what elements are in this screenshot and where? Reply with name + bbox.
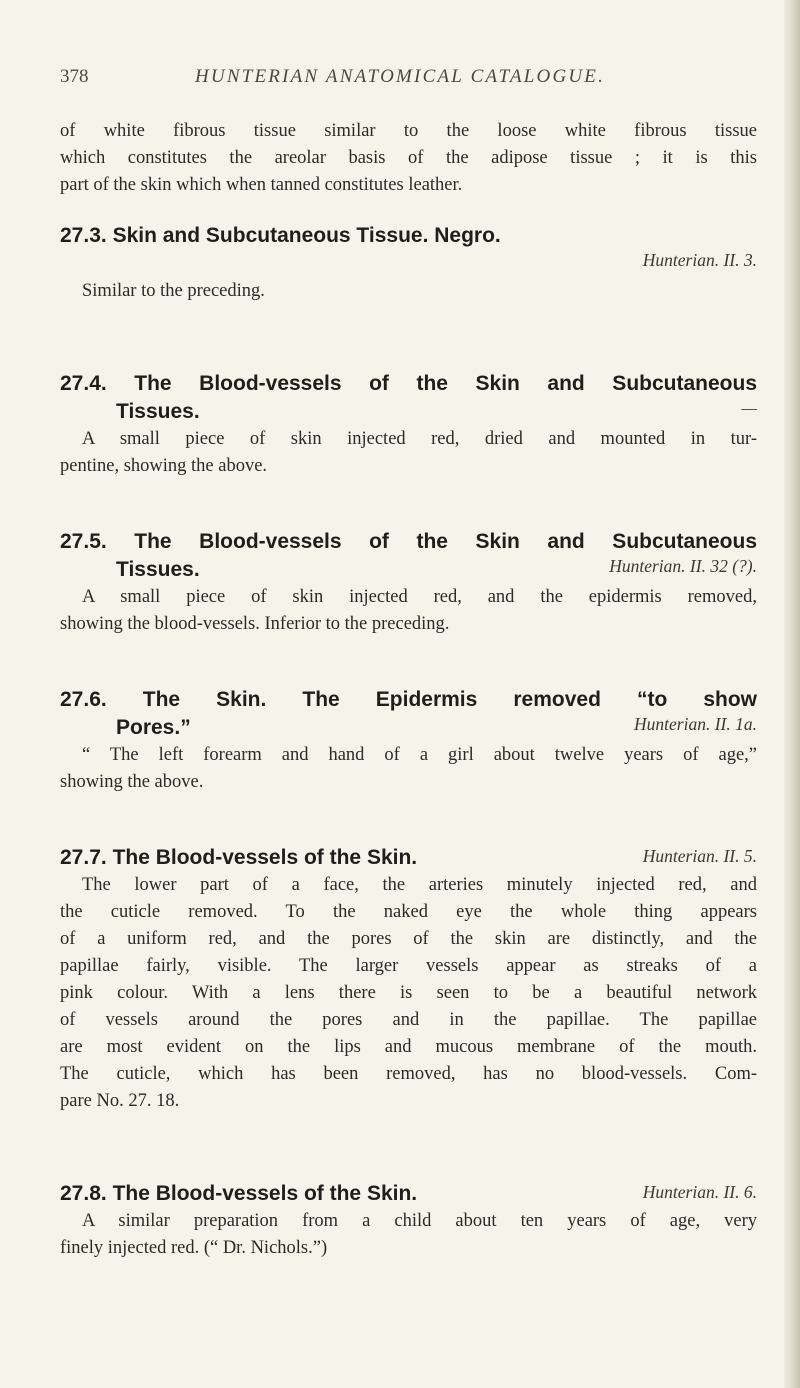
entry-heading [60, 844, 417, 872]
body-line: of vessels around the pores and in the papillae. The papillae [60, 1010, 757, 1030]
body-line: the cuticle removed. To the naked eye the whole thing appears [60, 902, 757, 922]
title-continuation-row [60, 398, 757, 426]
title-continuation-row [60, 714, 757, 742]
entry-title: The Blood-vessels of the Skin and Subcutaneous [134, 530, 757, 553]
entry-heading [60, 528, 757, 556]
body-line: of a uniform red, and the pores of the skin are distinctly, and the [60, 929, 757, 949]
body-line: A small piece of skin injected red, and the epidermis removed, [82, 587, 757, 607]
title-continuation-row [60, 556, 757, 584]
entry-title-continued: Tissues. [116, 400, 200, 423]
body-line: “ The left forearm and hand of a girl about twelve years of age,” [82, 745, 757, 765]
entry-number: 27.6. [60, 688, 107, 711]
entry-27-4 [60, 370, 757, 480]
body-line: The cuticle, which has been removed, has no blood-vessels. Com- [60, 1064, 757, 1084]
body-line: papillae fairly, visible. The larger vessels appear as streaks of a [60, 956, 757, 976]
entry-source: Hunterian. II. 6. [642, 1182, 757, 1202]
heading-row [60, 1180, 757, 1208]
body-line: A similar preparation from a child about ten years of age, very [82, 1211, 757, 1231]
running-head-title: HUNTERIAN ANATOMICAL CATALOGUE. [195, 66, 606, 87]
entry-title-continued: Tissues. [116, 558, 200, 581]
entry-number: 27.7. [60, 846, 107, 869]
entry-heading [60, 686, 757, 714]
page-edge-shadow [784, 0, 800, 1388]
body-line: A small piece of skin injected red, dried and mounted in tur- [82, 429, 757, 449]
page-number: 378 [60, 66, 89, 87]
entry-title: The Blood-vessels of the Skin. [112, 846, 418, 869]
body-line: pare No. 27. 18. [60, 1091, 180, 1111]
body-line: are most evident on the lips and mucous membrane of the mouth. [60, 1037, 757, 1057]
body-line: of white fibrous tissue similar to the loose white fibrous tissue [60, 121, 757, 141]
entry-27-5 [60, 528, 757, 638]
entry-heading [60, 370, 757, 398]
heading-row [60, 844, 757, 872]
entry-title: The Blood-vessels of the Skin. [112, 1182, 418, 1205]
source-row [60, 250, 757, 278]
entry-title: The Skin. The Epidermis removed “to show [142, 688, 758, 711]
entry-source: Hunterian. II. 32 (?). [609, 556, 757, 576]
entry-title-continued: Pores.” [116, 716, 191, 739]
body-line: finely injected red. (“ Dr. Nichols.”) [60, 1238, 328, 1258]
entry-number: 27.4. [60, 372, 107, 395]
body-line: The lower part of a face, the arteries minutely injected red, and [82, 875, 757, 895]
entry-title: Skin and Subcutaneous Tissue. Negro. [112, 224, 501, 247]
body-line: pink colour. With a lens there is seen to be a beautiful network [60, 983, 757, 1003]
entry-source: Hunterian. II. 3. [642, 250, 757, 270]
body-line: showing the above. [60, 772, 204, 792]
entry-number: 27.5. [60, 530, 107, 553]
entry-27-3 [60, 222, 757, 305]
entry-source: — [741, 398, 757, 418]
entry-title: The Blood-vessels of the Skin and Subcutaneous [134, 372, 757, 395]
body-line: showing the blood-vessels. Inferior to the preceding. [60, 614, 450, 634]
entry-source: Hunterian. II. 1a. [634, 714, 757, 734]
body-line: part of the skin which when tanned constitutes leather. [60, 175, 463, 195]
body-line: which constitutes the areolar basis of the adipose tissue ; it is this [60, 148, 757, 168]
entry-heading [60, 222, 757, 250]
entry-number: 27.3. [60, 224, 107, 247]
entry-27-6 [60, 686, 757, 796]
intro-paragraph [60, 118, 757, 199]
entry-source: Hunterian. II. 5. [642, 846, 757, 866]
body-line: pentine, showing the above. [60, 456, 268, 476]
entry-heading [60, 1180, 417, 1208]
entry-27-7 [60, 844, 757, 1115]
entry-description: Similar to the preceding. [82, 281, 265, 301]
entry-number: 27.8. [60, 1182, 107, 1205]
entry-27-8 [60, 1180, 757, 1262]
